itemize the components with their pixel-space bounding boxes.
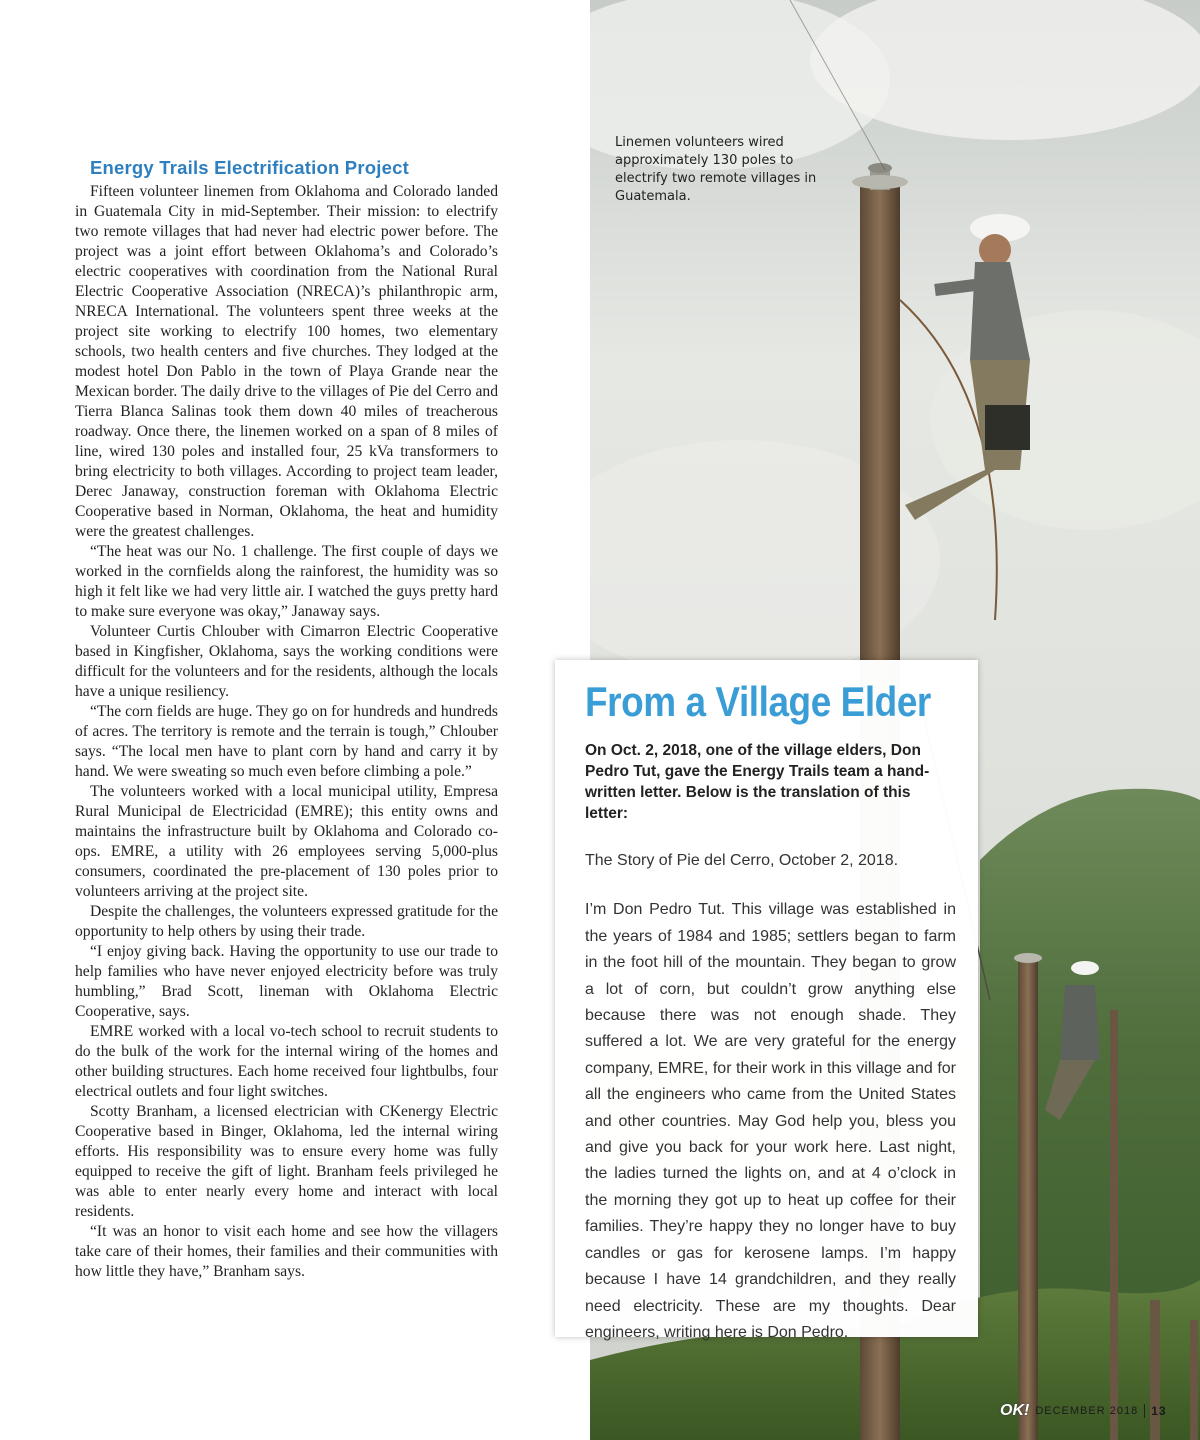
article-paragraph: Fifteen volunteer linemen from Oklahoma and Colorado landed in Guatemala City in mid-September. Their mission: to electrify two remote villages that had never had electric power before. The project was a joint effort between Oklahoma’s and Colorado’s electric cooperatives with coordination from the National Rural Electric Cooperative Association (NRECA)’s philanthropic arm, NRECA International. The volunteers spent three weeks at the project site working to electrify 100 homes, two elementary schools, two health centers and five churches. They lodged at the modest hotel Don Pablo in the town of Playa Grande near the Mexican border. The daily drive to the villages of Pie del Cerro and Tierra Blanca Salinas took them down 40 miles of treacherous roadway. Once there, the linemen worked on a span of 8 miles of line, wired 130 poles and installed four, 25 kVa transformers to bring electricity to both villages. According to project team leader, Derec Janaway, construction foreman with Oklahoma Electric Cooperative based in Norman, Oklahoma, the heat and humidity were the greatest challenges. <box>75 183 498 540</box>
photo-caption: Linemen volunteers wired approximately 130 poles to electrify two remote villages in Guatemala. <box>615 135 817 204</box>
sidebar-intro: On Oct. 2, 2018, one of the village elders, Don Pedro Tut, gave the Energy Trails team a hand-written letter. Below is the translation of this letter: <box>585 742 930 822</box>
article-paragraph: The volunteers worked with a local municipal utility, Empresa Rural Municipal de Electricidad (EMRE); this entity owns and maintains the infrastructure built by Oklahoma and Colorado co-ops. EMRE, a utility with 26 employees serving 5,000-plus consumers, coordinated the pre-placement of 130 poles prior to volunteers arriving at the project site. <box>75 783 498 900</box>
issue-date: DECEMBER 2018 <box>1035 1405 1139 1417</box>
article-paragraph: EMRE worked with a local vo-tech school to recruit students to do the bulk of the work for the internal wiring of the homes and other building structures. Each home received four lightbulbs, four electrical outlets and four light switches. <box>75 1023 498 1100</box>
page-folio <box>1000 1402 1167 1420</box>
page-number: 13 <box>1151 1404 1167 1418</box>
magazine-logo: OK! <box>1000 1402 1030 1419</box>
letter-dateline: The Story of Pie del Cerro, October 2, 2018. <box>585 852 899 869</box>
article-paragraph: “The corn fields are huge. They go on for hundreds and hundreds of acres. The territory is remote and the terrain is tough,” Chlouber says. “The local men have to plant corn by hand and carry it by hand. We were sweating so much even before climbing a pole.” <box>75 703 498 780</box>
village-elder-sidebar <box>555 660 978 1341</box>
article-paragraph: “The heat was our No. 1 challenge. The first couple of days we worked in the cornfields along the rainforest, the humidity was so high it felt like we had very little air. I watched the guys pretty hard to make sure everyone was okay,” Janaway says. <box>75 543 498 620</box>
article-paragraph: Scotty Branham, a licensed electrician with CKenergy Electric Cooperative based in Binger, Oklahoma, led the internal wiring efforts. His responsibility was to ensure every home was fully equipped to receive the gift of light. Branham feels privileged he was able to enter nearly every home and interact with local residents. <box>75 1103 498 1220</box>
article-heading: Energy Trails Electrification Project <box>90 157 409 178</box>
article-paragraph: Despite the challenges, the volunteers expressed gratitude for the opportunity to help others by using their trade. <box>75 903 498 940</box>
letter-body: I’m Don Pedro Tut. This village was established in the years of 1984 and 1985; settlers began to farm in the foot hill of the mountain. They began to grow a lot of corn, but couldn’t grow anything else because there was not enough shade. They suffered a lot. We are very grateful for the energy company, EMRE, for their work in this village and for all the engineers who came from the United States and other countries. May God help you, bless you and give you back for your work here. Last night, the ladies turned the lights on, and at 4 o’clock in the morning they got up to heat up coffee for their families. They’re happy they no longer have to buy candles or gas for kerosene lamps. I’m happy because I have 14 grandchildren, and they really need electricity. These are my thoughts. Dear engineers, writing here is Don Pedro. <box>585 901 956 1341</box>
sidebar-title: From a Village Elder <box>585 678 931 725</box>
article-paragraph: Volunteer Curtis Chlouber with Cimarron Electric Cooperative based in Kingfisher, Oklahoma, says the working conditions were difficult for the volunteers and for the residents, although the locals have a unique resiliency. <box>75 623 498 700</box>
article <box>75 157 498 1282</box>
article-paragraph: “I enjoy giving back. Having the opportunity to use our trade to help families who have never enjoyed electricity before was truly humbling,” Brad Scott, lineman with Oklahoma Electric Cooperative, says. <box>75 943 498 1020</box>
article-paragraph: “It was an honor to visit each home and see how the villagers take care of their homes, their families and their communities with how little they have,” Branham says. <box>75 1223 498 1280</box>
folio-divider <box>1144 1404 1145 1418</box>
